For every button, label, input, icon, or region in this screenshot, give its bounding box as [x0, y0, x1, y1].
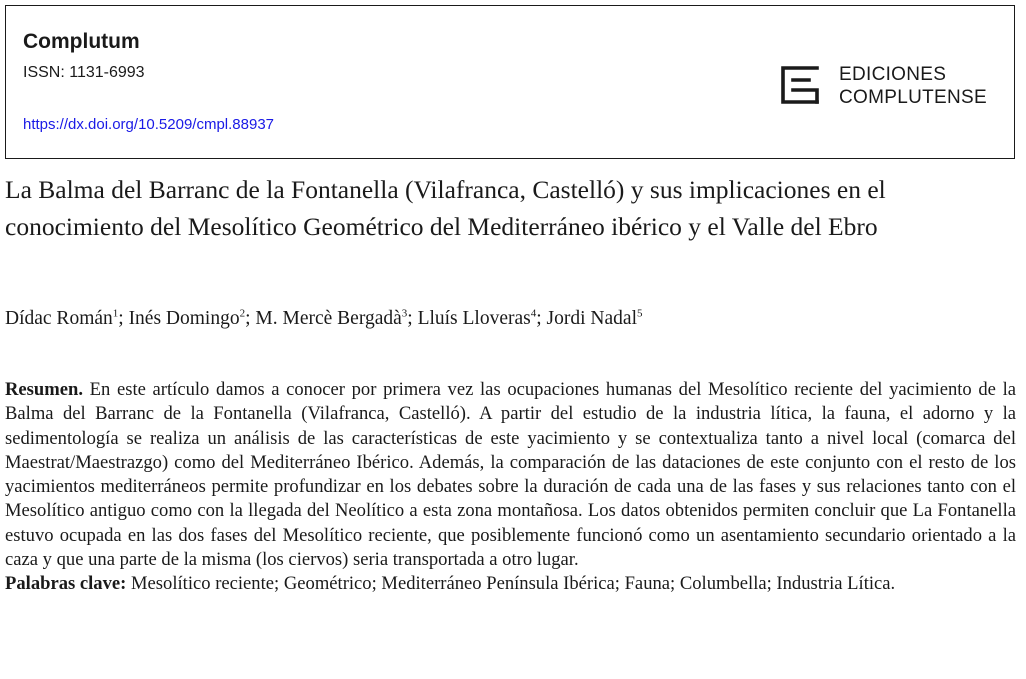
issn: ISSN: 1131-6993	[23, 64, 145, 81]
author: Jordi Nadal$^5$	[546, 307, 643, 329]
abstract-section	[5, 378, 1016, 597]
author: Dídac Román$^1$;	[5, 307, 129, 329]
publisher-name	[839, 63, 987, 109]
author-affiliation-sup: 3	[401, 307, 408, 320]
author-affiliation-sup: 5	[636, 307, 643, 320]
abstract-paragraph	[5, 378, 1016, 572]
publisher-line-1: EDICIONES	[839, 64, 947, 85]
author: M. Mercè Bergadà$^3$;	[255, 307, 418, 329]
keywords-label: Palabras clave:	[5, 573, 127, 595]
author-affiliation-sup: 1	[112, 307, 119, 320]
journal-header	[5, 5, 1015, 159]
abstract-text: En este artículo damos a conocer por primera vez las ocupaciones humanas del Mesolítico reciente del yacimiento de la Balma del Barranc de la Fontanella (Vilafranca, Castelló). A partir del estudio de la industria lítica, la fauna, el adorno y la sedimentología se realiza un análisis de las características de este yacimiento y se contextualiza tanto a nivel local (comarca del Maestrat/Maestrazgo) como del Mediterráneo Ibérico. Además, la comparación de las dataciones de este conjunto con el resto de los yacimientos mediterráneos permite profundizar en los debates sobre la duración de cada una de las fases y sus relaciones tanto con el Mesolítico antiguo como con la llegada del Neolítico a esta zona montañosa. Los datos obtenidos permiten concluir que La Fontanella estuvo ocupada en las dos fases del Mesolítico reciente, que posiblemente funcionó como un asentamiento secundario orientado a la caza y que una parte de la misma (los ciervos) seria transportada a otro lugar.	[5, 379, 1016, 571]
article-title: La Balma del Barranc de la Fontanella (Vilafranca, Castelló) y sus implicaciones en el conocimiento del Mesolítico Geométrico del Mediterráneo ibérico y el Valle del Ebro	[5, 175, 886, 241]
author: Lluís Lloveras$^4$;	[417, 307, 547, 329]
author-list	[5, 306, 1015, 332]
publisher-logo-icon	[779, 64, 819, 106]
abstract-label: Resumen.	[5, 379, 83, 400]
journal-name: Complutum	[23, 30, 140, 53]
keywords-paragraph	[5, 572, 1016, 596]
author: Inés Domingo$^2$;	[128, 307, 256, 329]
author-affiliation-sup: 4	[530, 307, 537, 320]
publisher-line-2: COMPLUTENSE	[839, 87, 987, 108]
doi-link[interactable]: https://dx.doi.org/10.5209/cmpl.88937	[23, 116, 275, 133]
publisher-brand	[779, 61, 1009, 111]
author-affiliation-sup: 2	[239, 307, 246, 320]
keywords-text: Mesolítico reciente; Geométrico; Mediterráneo Península Ibérica; Fauna; Columbella; Industria Lítica.	[131, 573, 896, 595]
